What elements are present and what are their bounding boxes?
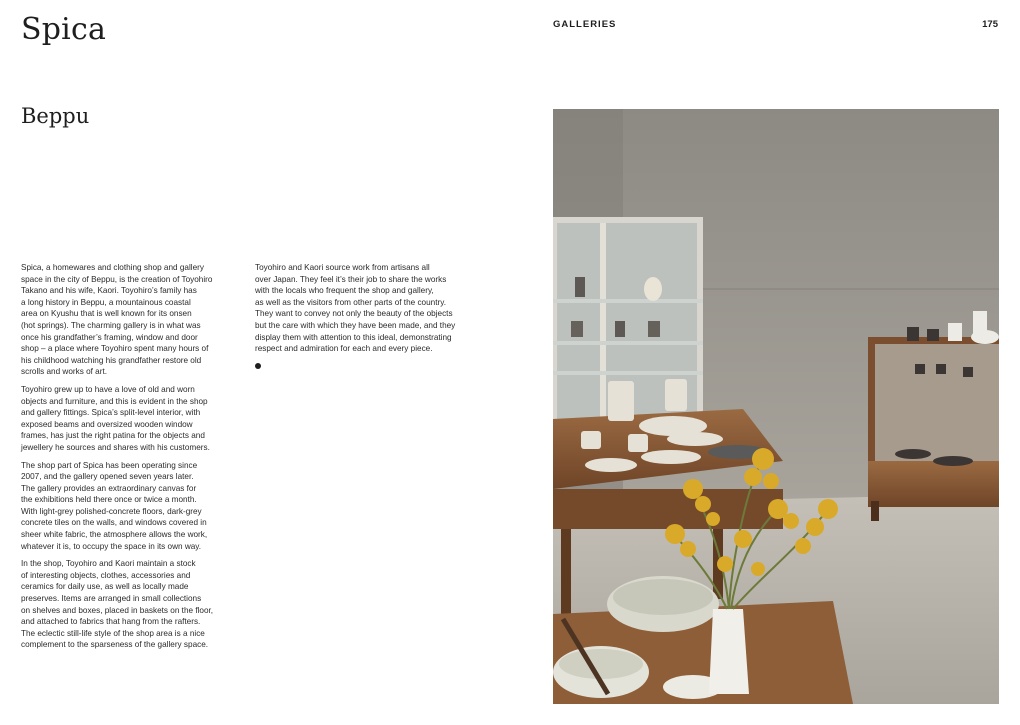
paragraph: In the shop, Toyohiro and Kaori maintain a stock of interesting objects, clothes, accessories and ceramics for daily use, as well as locally made preserves. Items are arranged in small collections on shelves and boxes, placed in baskets on the floor, and attached to fabrics that hang from the rafters. The eclectic still-life style of the shop area is a nice complement to the sparseness of the gallery space. — [21, 559, 214, 650]
text-column-right — [255, 262, 470, 369]
location-subtitle: Beppu — [21, 104, 90, 128]
page-number: 175 — [982, 19, 998, 30]
section-label: GALLERIES — [553, 19, 617, 30]
end-of-article-dot — [255, 363, 261, 369]
paragraph: Toyohiro grew up to have a love of old and worn objects and furniture, and this is evident in the shop and gallery fittings. Spica’s split-level interior, with exposed beams and oversized wooden window frames, has just the right patina for the objects and jewellery he sources and shares with his customers. — [21, 384, 210, 452]
page-title: Spica — [21, 12, 107, 47]
gallery-photo — [553, 109, 999, 704]
paragraph: Toyohiro and Kaori source work from artisans all over Japan. They feel it’s their job to share the works with the locals who frequent the shop and gallery, as well as the visitors from other parts of the country. They want to convey not only the beauty of the objects but the care with which they have been made, and they display them with attention to this ideal, demonstrating respect and admiration for each and every piece. — [255, 263, 456, 354]
text-column-left — [21, 262, 236, 657]
paragraph: Spica, a homewares and clothing shop and gallery space in the city of Beppu, is the creation of Toyohiro Takano and his wife, Kaori. Toyohiro’s family has a long history in Beppu, a mountainous coastal area on Kyushu that is well known for its onsen (hot springs). The charming gallery is in what was once his grandfather’s framing, window and door shop – a place where Toyohiro spent many hours of his childhood watching his grandfather restore old scrolls and works of art. — [21, 263, 213, 377]
gallery-photo-illustration — [553, 109, 999, 704]
paragraph: The shop part of Spica has been operating since 2007, and the gallery opened seven years later. The gallery provides an extraordinary canvas for the exhibitions held there once or twice a month. With light-grey polished-concrete floors, dark-grey concrete tiles on the walls, and windows covered in sheer white fabric, the atmosphere allows the work, whatever it is, to occupy the space in its own way. — [21, 460, 208, 551]
